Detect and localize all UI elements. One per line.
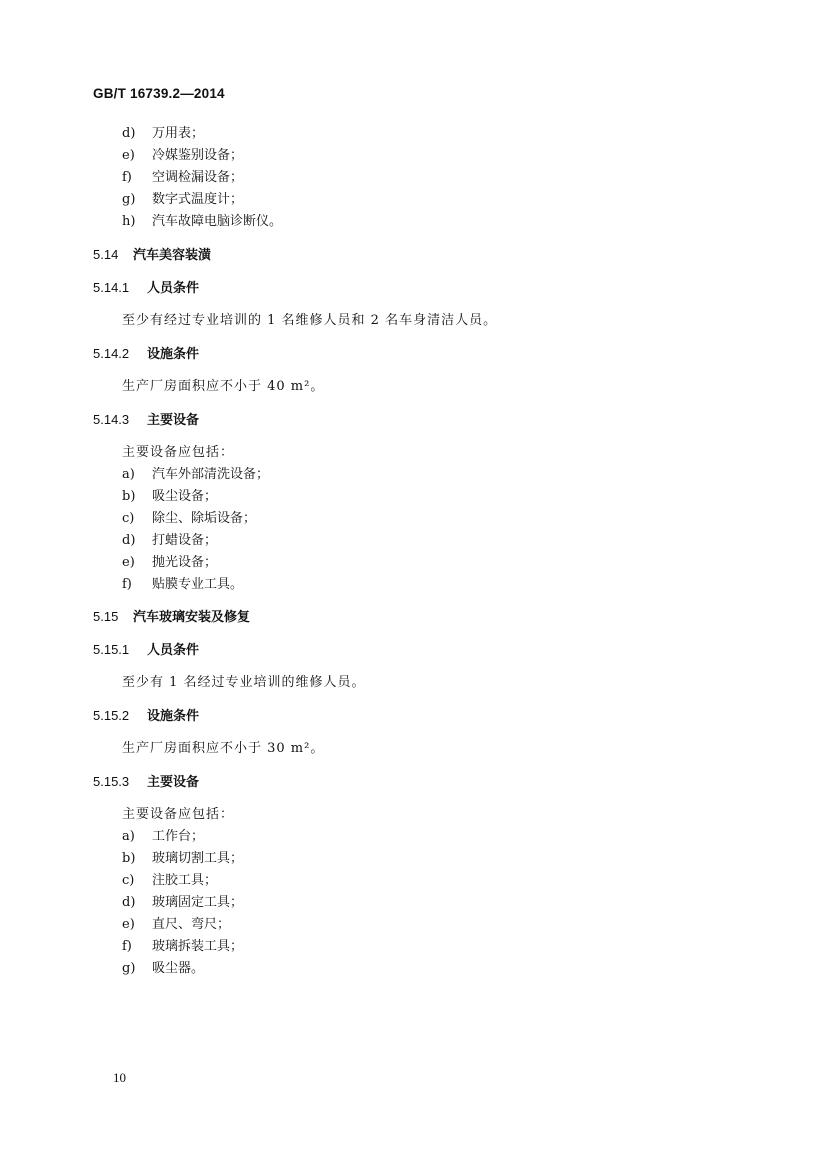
list-item [122, 467, 269, 483]
section-title: 汽车美容装潢 [133, 248, 212, 263]
list-marker: e) [122, 555, 135, 570]
paragraph: 至少有 1 名经过专业培训的维修人员。 [122, 675, 366, 690]
section-number: 5.15.2 [93, 708, 130, 723]
section-number: 5.14.3 [93, 412, 130, 427]
section-title: 人员条件 [147, 281, 200, 296]
list-text: 打蜡设备； [152, 533, 218, 548]
section-number: 5.15.3 [93, 774, 130, 789]
list-marker: b) [122, 489, 136, 504]
list-marker: d) [122, 533, 136, 548]
section-title: 设施条件 [147, 709, 200, 724]
list-text: 玻璃固定工具； [152, 895, 244, 910]
section-number: 5.14.1 [93, 280, 130, 295]
paragraph: 主要设备应包括： [122, 445, 235, 460]
list-text: 除尘、除垢设备； [152, 511, 257, 526]
list-item [122, 126, 204, 142]
list-text: 直尺、弯尺； [152, 917, 231, 932]
standard-number-header: GB/T 16739.2—2014 [93, 86, 225, 101]
list-text: 汽车故障电脑诊断仪。 [152, 214, 283, 229]
list-item [122, 555, 217, 571]
paragraph: 生产厂房面积应不小于 40 m²。 [122, 379, 325, 394]
list-item [122, 577, 243, 593]
list-item [122, 939, 243, 955]
section-number: 5.14.2 [93, 346, 130, 361]
list-marker: a) [122, 829, 135, 844]
list-item [122, 851, 243, 867]
list-item [122, 917, 230, 933]
list-item [122, 873, 217, 889]
list-marker: f) [122, 170, 132, 185]
list-text: 空调检漏设备； [152, 170, 244, 185]
list-item [122, 148, 243, 164]
section-title: 主要设备 [147, 413, 200, 428]
list-item [122, 170, 243, 186]
subsection-heading [93, 774, 199, 791]
list-item [122, 489, 217, 505]
subsection-heading [93, 346, 199, 363]
list-item [122, 192, 243, 208]
list-text: 数字式温度计； [152, 192, 244, 207]
list-text: 万用表； [152, 126, 205, 141]
list-marker: g) [122, 961, 136, 976]
list-marker: g) [122, 192, 136, 207]
section-title: 设施条件 [147, 347, 200, 362]
list-text: 吸尘器。 [152, 961, 205, 976]
list-text: 玻璃拆装工具； [152, 939, 244, 954]
list-item [122, 214, 282, 230]
paragraph: 主要设备应包括： [122, 807, 235, 822]
list-marker: d) [122, 895, 136, 910]
list-marker: d) [122, 126, 136, 141]
section-number: 5.15.1 [93, 642, 130, 657]
subsection-heading [93, 708, 199, 725]
list-marker: c) [122, 511, 135, 526]
list-text: 玻璃切割工具； [152, 851, 244, 866]
section-number: 5.15 [93, 609, 119, 624]
section-heading [93, 609, 250, 626]
list-text: 冷媒鉴别设备； [152, 148, 244, 163]
list-marker: f) [122, 939, 132, 954]
paragraph: 至少有经过专业培训的 1 名维修人员和 2 名车身清洁人员。 [122, 313, 498, 328]
subsection-heading [93, 412, 199, 429]
section-heading [93, 247, 211, 264]
list-marker: a) [122, 467, 135, 482]
paragraph: 生产厂房面积应不小于 30 m²。 [122, 741, 325, 756]
list-marker: c) [122, 873, 135, 888]
list-marker: f) [122, 577, 132, 592]
section-title: 主要设备 [147, 775, 200, 790]
list-marker: b) [122, 851, 136, 866]
list-text: 注胶工具； [152, 873, 218, 888]
list-item [122, 829, 204, 845]
subsection-heading [93, 642, 199, 659]
list-marker: h) [122, 214, 136, 229]
page-number: 10 [113, 1070, 126, 1085]
list-text: 汽车外部清洗设备； [152, 467, 270, 482]
section-number: 5.14 [93, 247, 119, 262]
subsection-heading [93, 280, 199, 297]
list-text: 抛光设备； [152, 555, 218, 570]
section-title: 人员条件 [147, 643, 200, 658]
list-item [122, 895, 243, 911]
list-item [122, 511, 256, 527]
list-item [122, 533, 217, 549]
list-text: 吸尘设备； [152, 489, 218, 504]
list-item [122, 961, 204, 977]
list-text: 工作台； [152, 829, 205, 844]
list-marker: e) [122, 148, 135, 163]
section-title: 汽车玻璃安装及修复 [133, 610, 251, 625]
list-text: 贴膜专业工具。 [152, 577, 244, 592]
list-marker: e) [122, 917, 135, 932]
